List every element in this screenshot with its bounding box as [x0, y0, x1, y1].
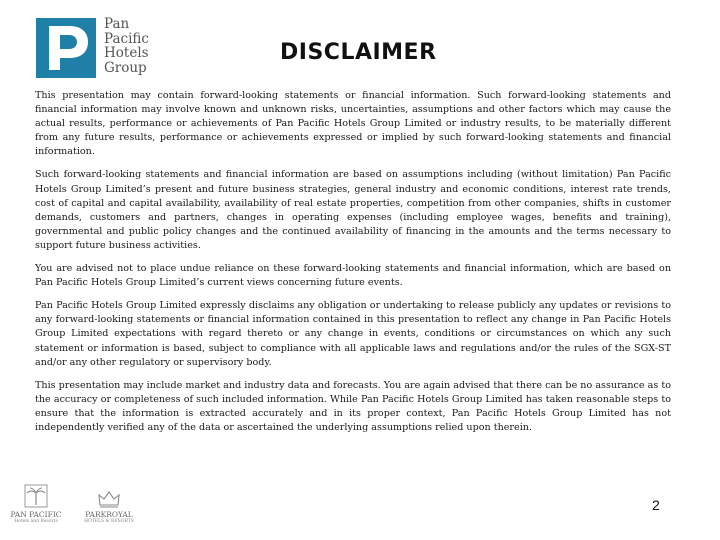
disclaimer-paragraph: This presentation may include market and industry data and forecasts. You are again advised that there can be no assurance as to the accuracy or completeness of such included information. While Pan Pacific Hotels Group Limited has taken reasonable steps to ensure that the information is extracted accurately and in its proper context, Pan Pacific Hotels Group Limited has not independently verified any of the data or ascertained the underlying assumptions relied upon therein. — [35, 379, 671, 433]
disclaimer-paragraph: You are advised not to place undue reliance on these forward-looking statements and financial information, which are based on Pan Pacific Hotels Group Limited’s current views concerning future events. — [35, 263, 671, 289]
disclaimer-paragraph: This presentation may contain forward-looking statements or financial information. Such forward-looking statements and financial information may involve known and unknown risks, uncertainties, assumptions and other factors which may cause the actual results, performance or achievements of Pan Pacific Hotels Group Limited or industry results, to be materially different from any future results, performance or achievements expressed or implied by such forward-looking statements and financial information. — [35, 90, 671, 158]
brand-name: PARKROYAL — [85, 510, 133, 519]
palm-tree-icon — [23, 483, 49, 509]
logo-word: Group — [104, 59, 147, 76]
logo-word: Pan — [104, 16, 130, 32]
logo-wordmark — [104, 17, 149, 75]
logo-p-mark — [36, 18, 96, 78]
pan-pacific-hotels-group-logo — [36, 18, 149, 78]
disclaimer-body — [35, 89, 671, 444]
page-title: DISCLAIMER — [280, 40, 437, 65]
crown-icon — [96, 489, 122, 509]
brand-tagline: Hotels and Resorts — [14, 519, 58, 524]
disclaimer-paragraph: Such forward-looking statements and financial information are based on assumptions including (without limitation) Pan Pacific Hotels Group Limited’s present and future business strategies, general industry and economic conditions, interest rate trends, cost of capital and capital availability, availability of real estate properties, competition from other companies, shifts in customer demands, customers and partners, changes in operating expenses (including employee wages, benefits and training), governmental and public policy changes and the continued availability of financing in the amounts and the terms necessary to support future business activities. — [35, 169, 671, 251]
page-number: 2 — [652, 497, 660, 513]
logo-p-glyph — [36, 18, 96, 78]
footer-brand-logos — [10, 483, 140, 524]
disclaimer-paragraph: Pan Pacific Hotels Group Limited expressly disclaims any obligation or undertaking to release publicly any updates or revisions to any forward-looking statements or financial information contained in this presentation to reflect any change in Pan Pacific Hotels Group Limited expectations with regard thereto or any change in events, conditions or circumstances on which any such statement or information is based, subject to compliance with all applicable laws and regulations and/or the rules of the SGX-ST and/or any other regulatory or supervisory body. — [35, 300, 671, 368]
pan-pacific-hotels-logo — [10, 483, 62, 524]
logo-word: Hotels — [104, 45, 149, 61]
brand-tagline: HOTELS & RESORTS — [84, 519, 134, 524]
logo-word: Pacific — [104, 30, 149, 47]
parkroyal-logo — [78, 489, 140, 524]
brand-name: PAN PACIFIC — [10, 510, 62, 519]
